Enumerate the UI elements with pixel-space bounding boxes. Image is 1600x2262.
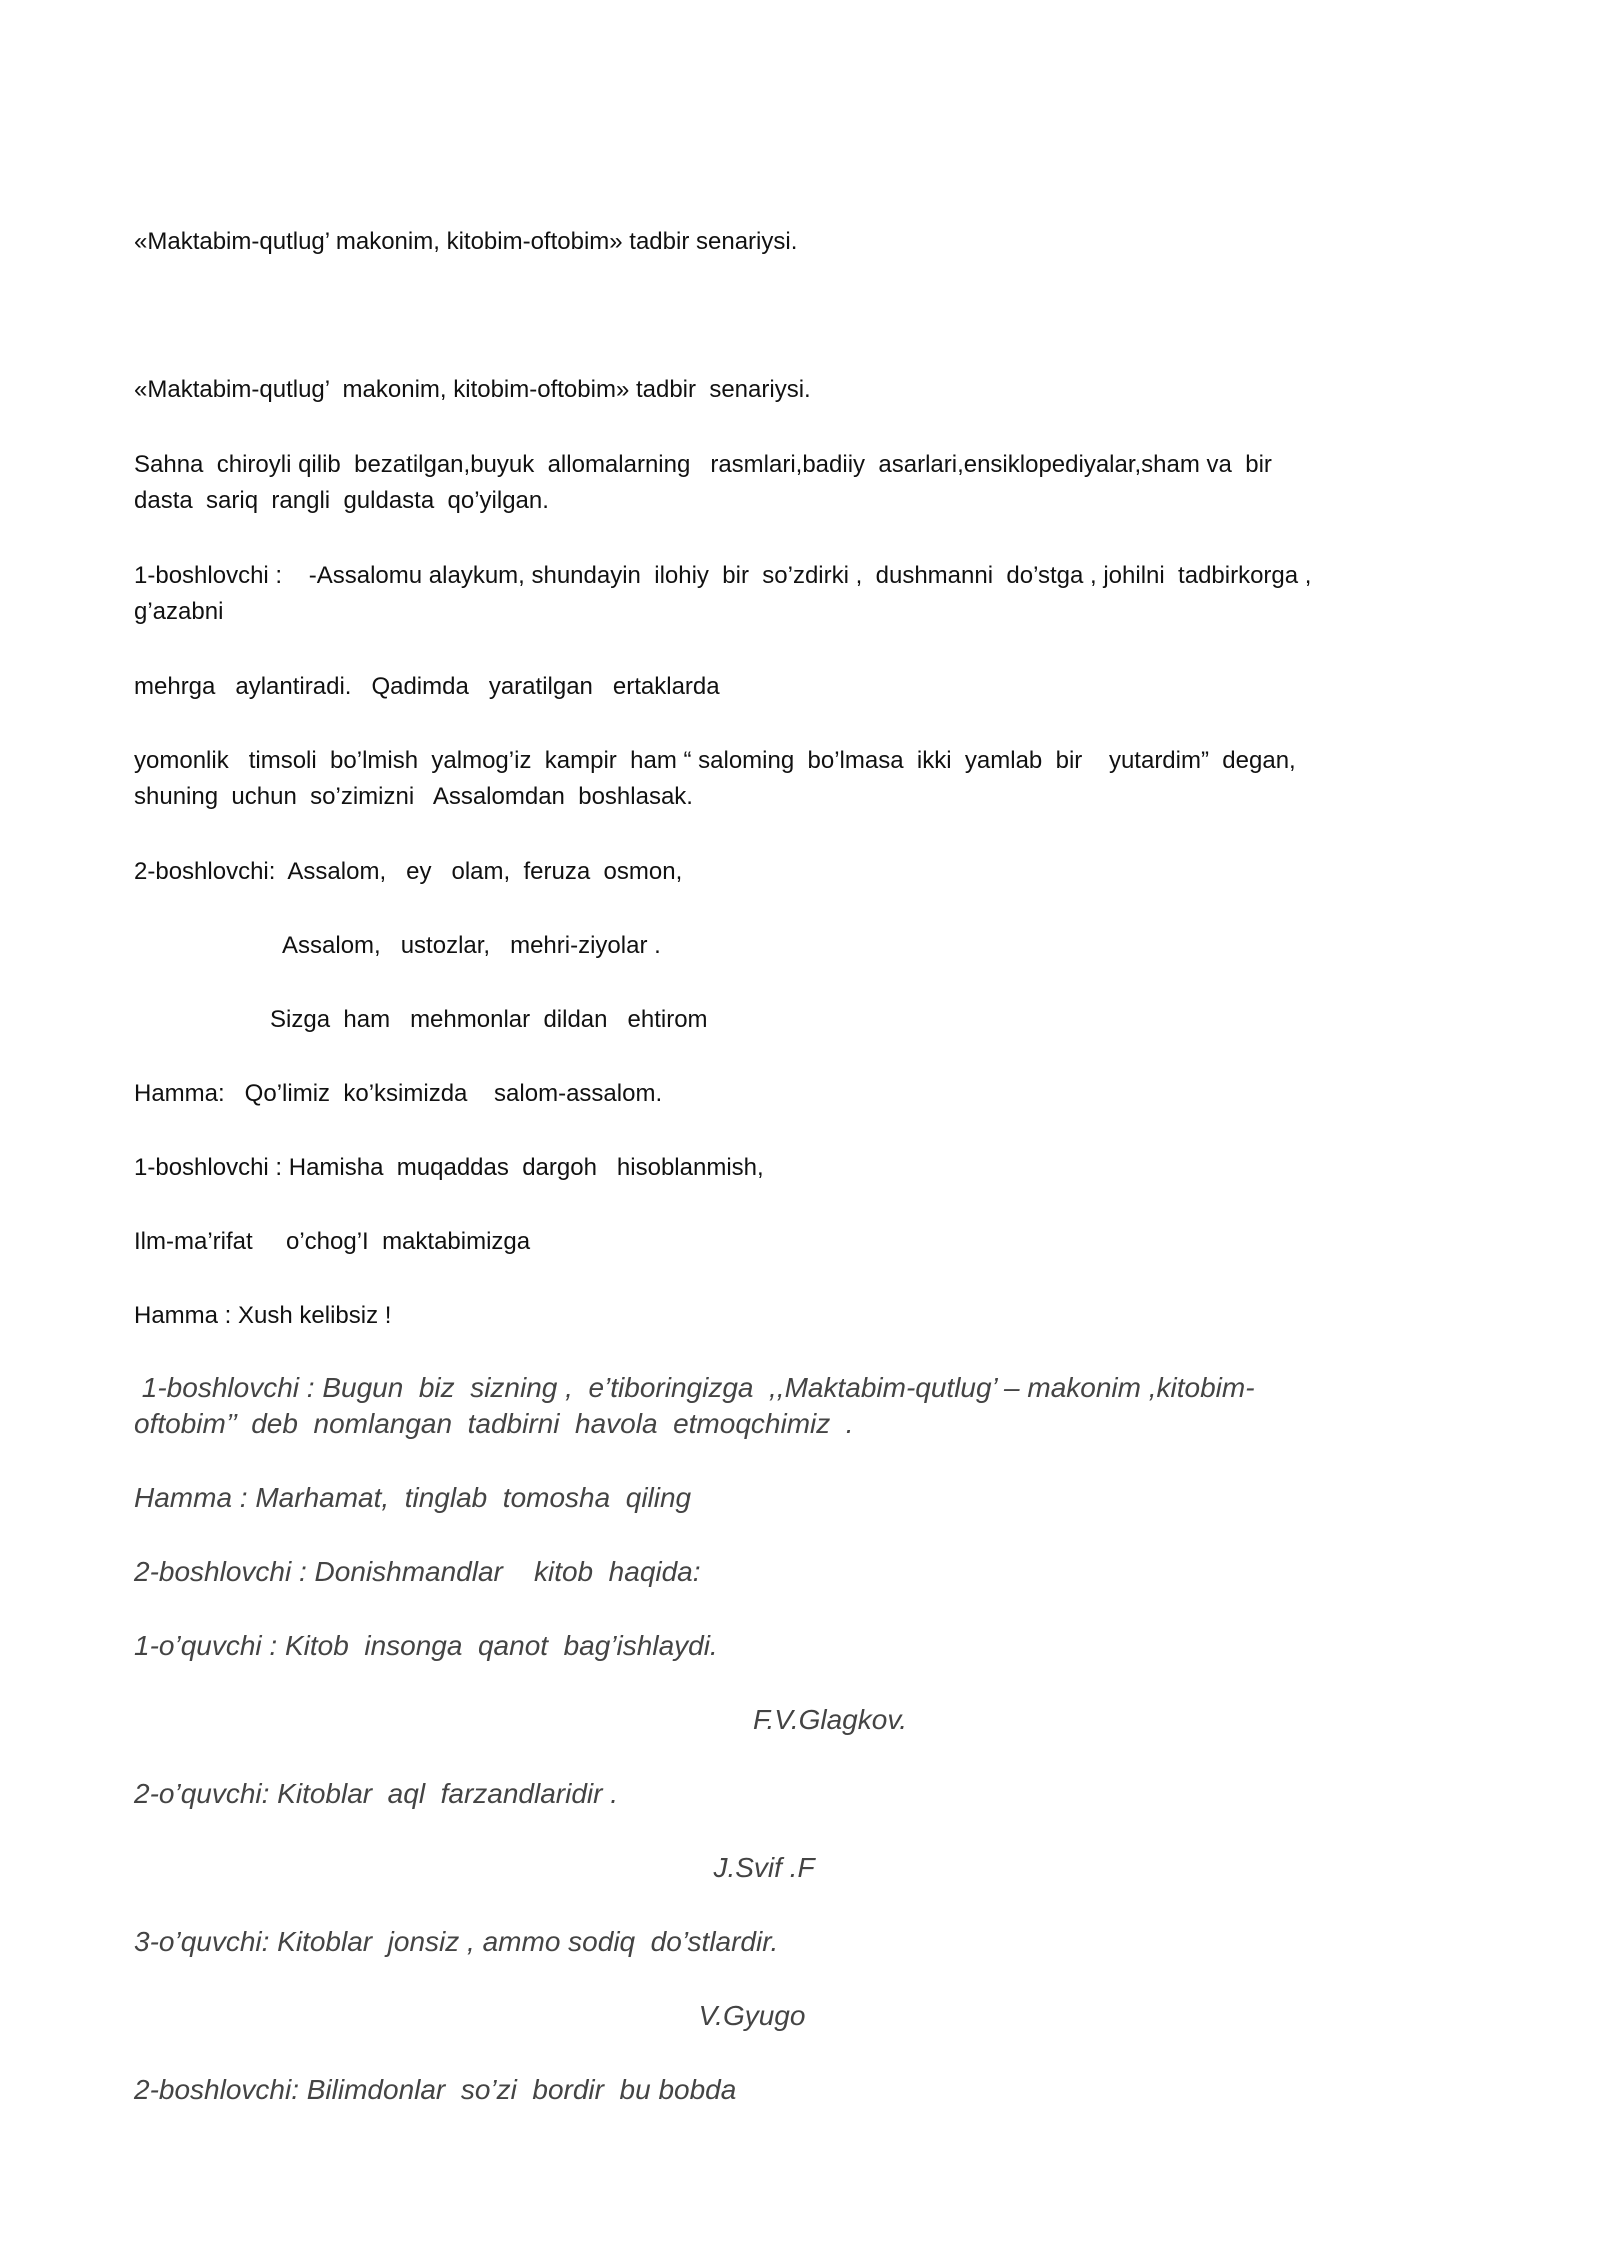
paragraph-yomonlik-line-2: shuning uchun so’zimizni Assalomdan boshlasak.: [134, 783, 693, 810]
paragraph-all-marhamat: Hamma : Marhamat, tinglab tomosha qiling: [134, 1482, 692, 1513]
paragraph-mehrga: mehrga aylantiradi. Qadimda yaratilgan ertaklarda: [134, 673, 720, 700]
paragraph-stage-line-1: Sahna chiroyli qilib bezatilgan,buyuk allomalarning rasmlari,badiiy asarlari,ensiklopediyalar,sham va bir: [134, 451, 1272, 478]
document-title-repeat: «Maktabim-qutlug’ makonim, kitobim-oftobim» tadbir senariysi.: [134, 376, 811, 403]
paragraph-reader2-quote: 2-o’quvchi: Kitoblar aql farzandlaridir .: [134, 1778, 619, 1809]
paragraph-reader3-author: V.Gyugo: [698, 2000, 806, 2031]
paragraph-reader3-quote: 3-o’quvchi: Kitoblar jonsiz , ammo sodiq do’stlardir.: [134, 1926, 779, 1957]
paragraph-host2-bilimdonlar: 2-boshlovchi: Bilimdonlar so’zi bordir bu bobda: [134, 2074, 737, 2105]
paragraph-host1-greeting-line-1: 1-boshlovchi : -Assalomu alaykum, shundayin ilohiy bir so’zdirki , dushmanni do’stga , johilni tadbirkorga ,: [134, 562, 1312, 589]
paragraph-host1-hamisha: 1-boshlovchi : Hamisha muqaddas dargoh hisoblanmish,: [134, 1154, 764, 1181]
paragraph-host2-donishmandlar: 2-boshlovchi : Donishmandlar kitob haqida:: [134, 1556, 701, 1587]
paragraph-reader1-quote: 1-o’quvchi : Kitob insonga qanot bag’ishlaydi.: [134, 1630, 718, 1661]
paragraph-host2-assalom: 2-boshlovchi: Assalom, ey olam, feruza osmon,: [134, 858, 683, 885]
paragraph-stage-line-2: dasta sariq rangli guldasta qo’yilgan.: [134, 487, 549, 514]
paragraph-host1-bugun-line-1: 1-boshlovchi : Bugun biz sizning , e’tiboringizga ,,Maktabim-qutlug’ – makonim ,kitobim-: [134, 1372, 1255, 1403]
paragraph-host1-greeting-line-2: g’azabni: [134, 598, 224, 625]
paragraph-all-xush-kelibsiz: Hamma : Xush kelibsiz !: [134, 1302, 392, 1329]
paragraph-verse-mehmonlar: Sizga ham mehmonlar dildan ehtirom: [270, 1006, 708, 1033]
paragraph-reader1-author: F.V.Glagkov.: [752, 1704, 908, 1735]
paragraph-host1-bugun-line-2: oftobim’’ deb nomlangan tadbirni havola etmoqchimiz .: [134, 1408, 854, 1439]
paragraph-verse-ustozlar: Assalom, ustozlar, mehri-ziyolar .: [282, 932, 661, 959]
document-title: «Maktabim-qutlug’ makonim, kitobim-oftobim» tadbir senariysi.: [134, 228, 798, 255]
paragraph-ilm-marifat: Ilm-ma’rifat o’chog’I maktabimizga: [134, 1228, 531, 1255]
paragraph-reader2-author: J.Svif .F: [713, 1852, 815, 1883]
paragraph-all-salom: Hamma: Qo’limiz ko’ksimizda salom-assalom.: [134, 1080, 663, 1107]
paragraph-yomonlik-line-1: yomonlik timsoli bo’lmish yalmog’iz kampir ham “ saloming bo’lmasa ikki yamlab bir yutardim” degan,: [134, 747, 1296, 774]
